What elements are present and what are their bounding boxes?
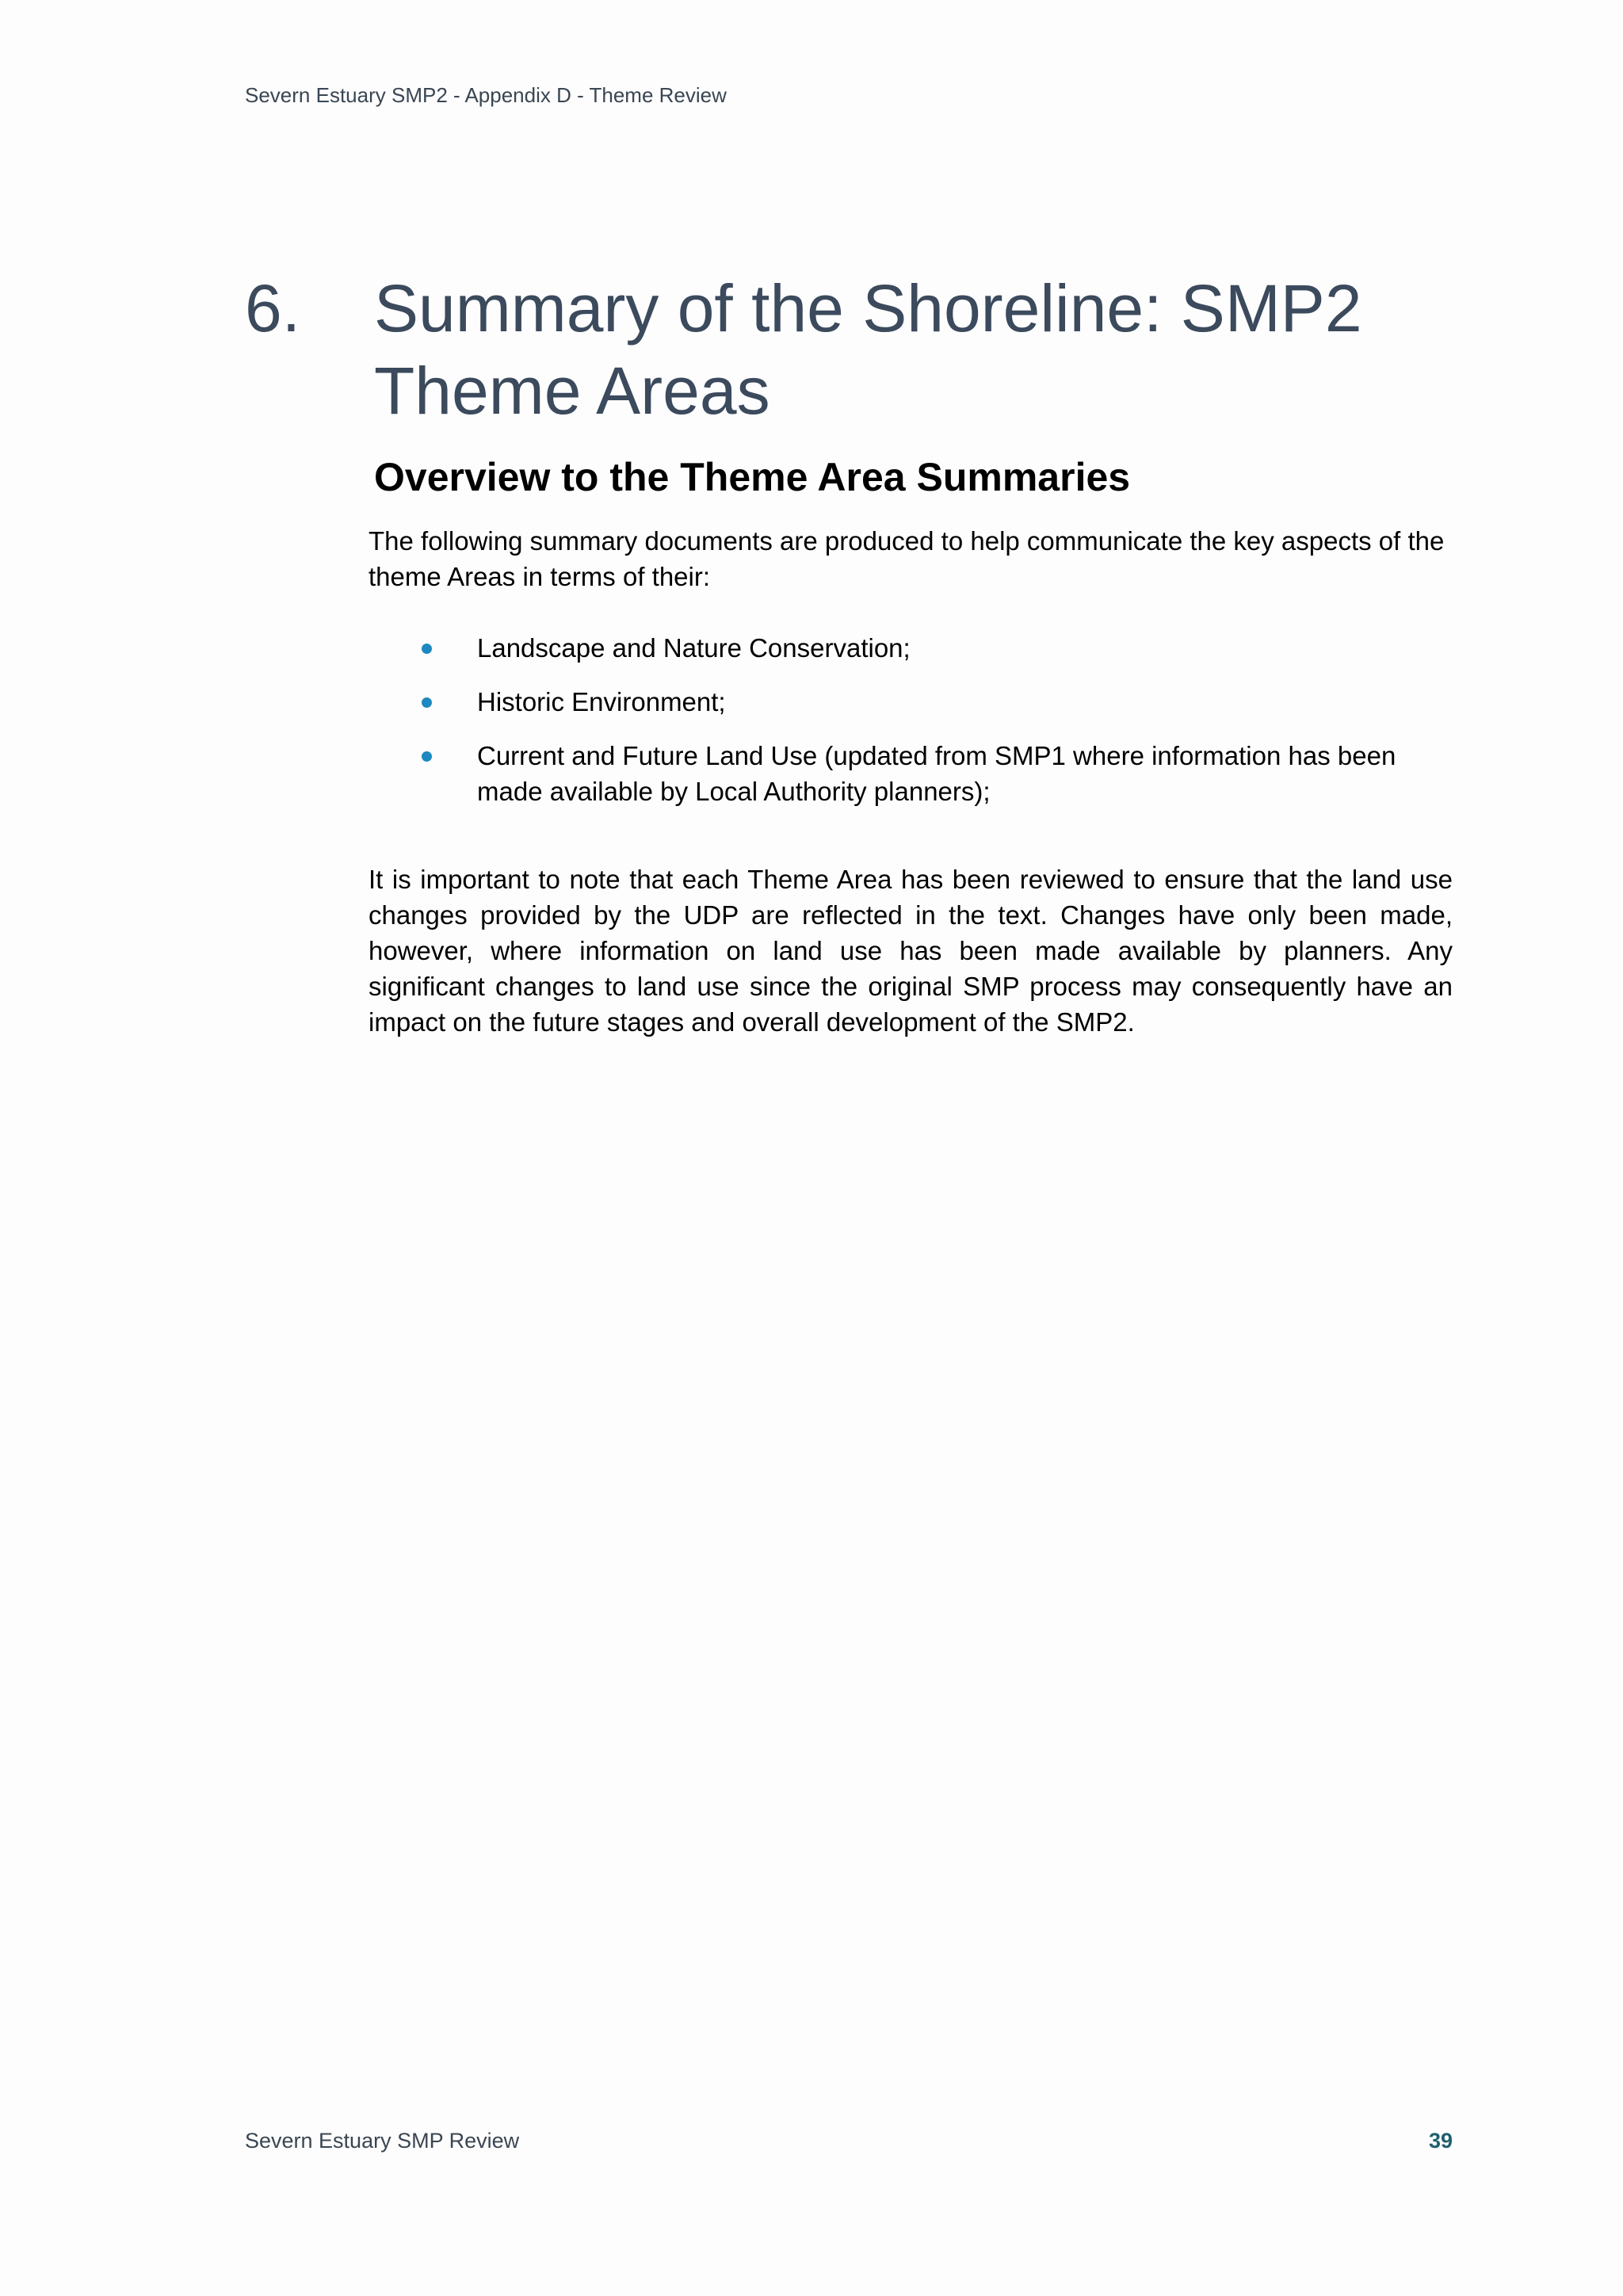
bullet-icon (369, 630, 477, 666)
page-number: 39 (1428, 2129, 1453, 2153)
chapter-title: Summary of the Shoreline: SMP2 Theme Areas (374, 271, 1362, 428)
bullet-list (369, 630, 1462, 827)
list-item-text: Current and Future Land Use (updated from SMP1 where information has been made available by Local Authority planners); (477, 741, 1396, 806)
list-item-text: Landscape and Nature Conservation; (477, 633, 911, 663)
list-item (369, 738, 1462, 809)
list-item (369, 630, 1462, 666)
chapter-number: 6. (245, 271, 301, 346)
bullet-icon (369, 684, 477, 720)
bullet-icon (369, 738, 477, 809)
footer-title: Severn Estuary SMP Review (245, 2129, 520, 2153)
section-heading: Overview to the Theme Area Summaries (374, 455, 1131, 499)
body-paragraph: It is important to note that each Theme Area has been reviewed to ensure that the land use changes provided by the UDP are reflected in the text. Changes have only been made, however, where information on land use has been made available by planners. Any significant changes to land use since the original SMP process may consequently have an impact on the future stages and overall development of the SMP2. (369, 865, 1453, 1037)
running-header: Severn Estuary SMP2 - Appendix D - Theme Review (245, 83, 727, 107)
list-item-text: Historic Environment; (477, 687, 726, 716)
chapter-heading (245, 267, 1481, 432)
list-item (369, 684, 1462, 720)
intro-paragraph: The following summary documents are produced to help communicate the key aspects of the theme Areas in terms of their: (369, 526, 1445, 591)
